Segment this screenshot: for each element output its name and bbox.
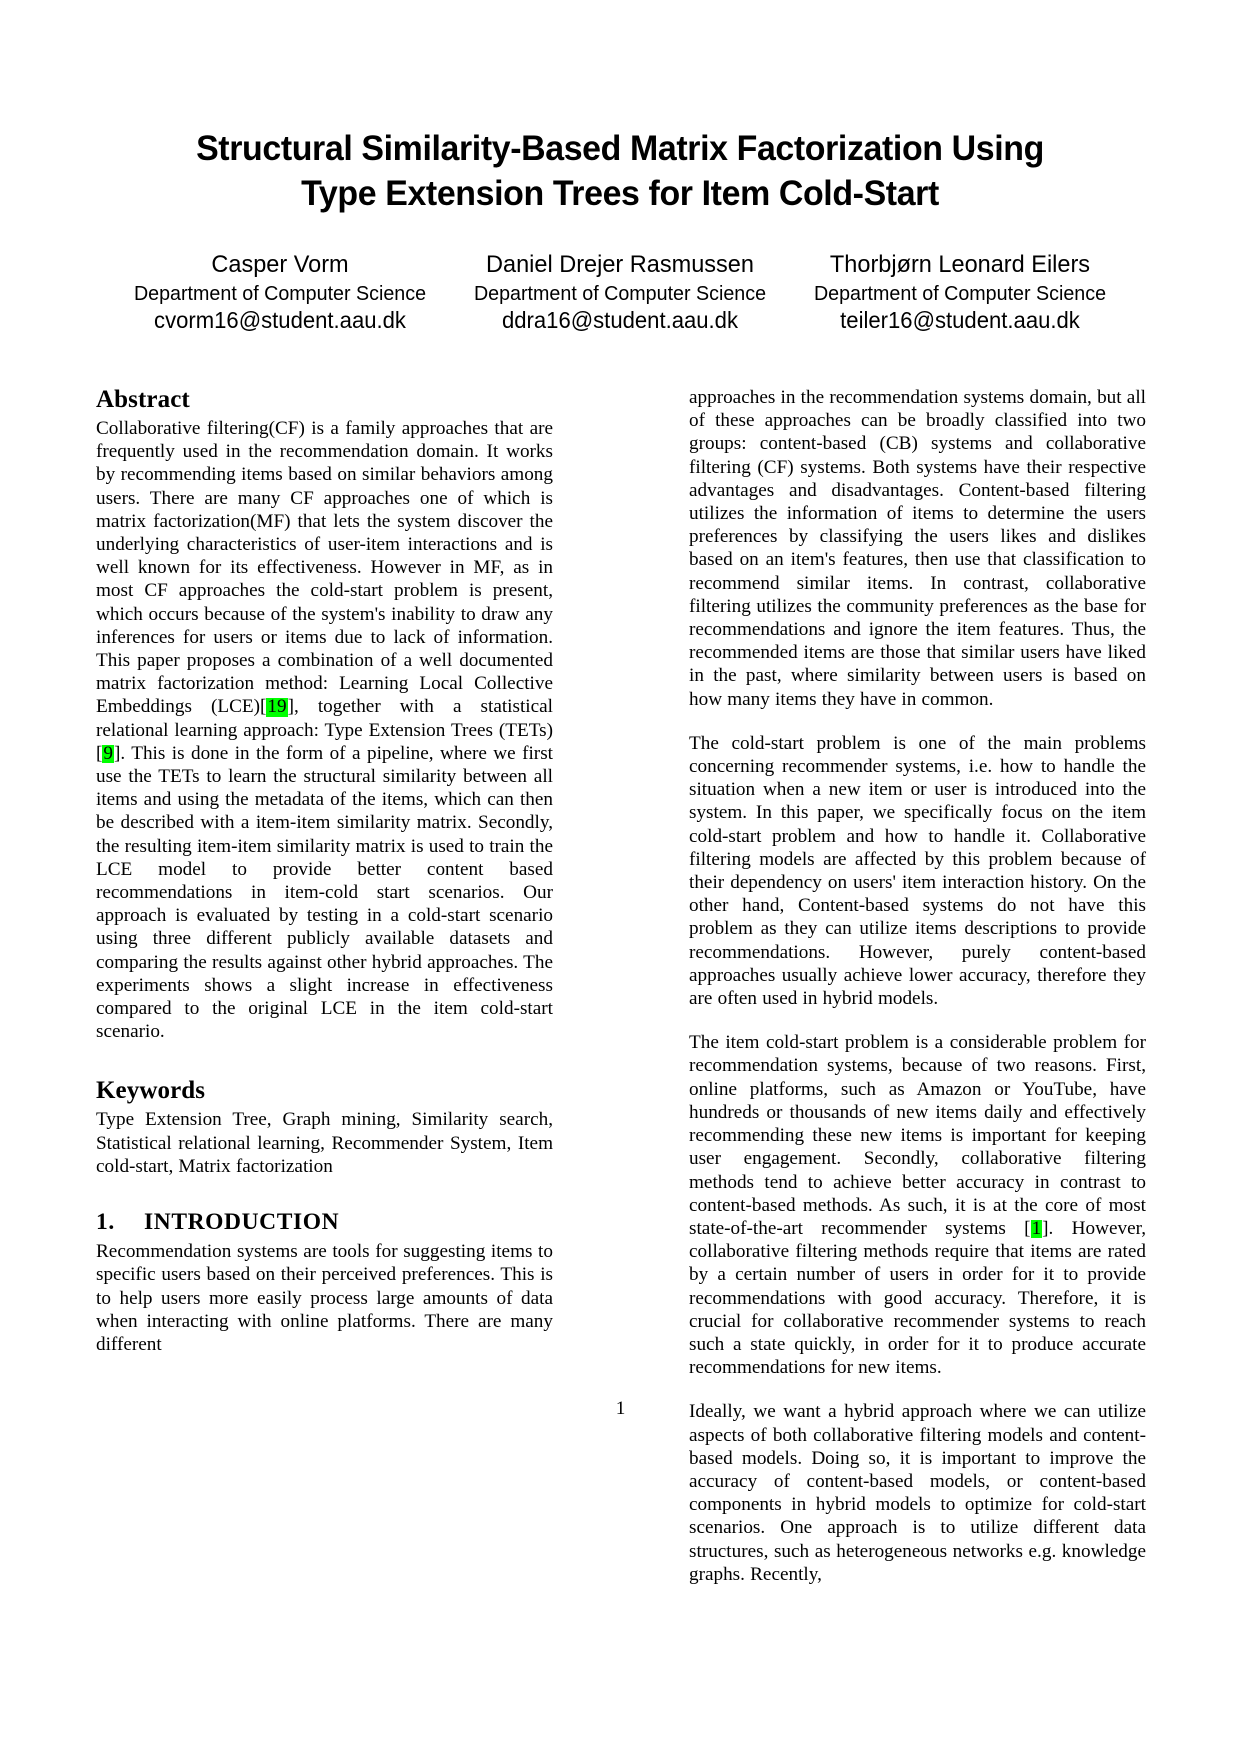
section-spacer [96,1043,553,1077]
author-affiliation: Department of Computer Science [133,282,427,305]
abstract-text-part-2: ], together with a statistical relational learning approach: Type Extension Trees (TETs)[ [96,696,553,764]
author-email[interactable]: ddra16@student.aau.dk [501,307,739,333]
section-number: 1. [96,1209,115,1236]
page-number: 1 [615,1398,626,1419]
author-entry-1 [126,250,433,335]
citation-link-1[interactable]: 1 [1031,1217,1042,1239]
keywords-heading: Keywords [96,1077,206,1105]
abstract-heading: Abstract [96,386,190,413]
intro-p3-text-part-1: The item cold-start problem is a considerable problem for recommendation systems, because of two reasons. First, online platforms, such as Amazon or YouTube, have hundreds or thousands of new items daily and effectively recommending these new items is important for keeping user engagement. Secondly, collaborative filtering methods tend to achieve better accuracy in contrast to content-based methods. As such, it is at the core of most state-of-the-art recommender systems [ [689,1032,1146,1239]
author-affiliation: Department of Computer Science [813,282,1107,305]
abstract-paragraph [96,417,553,1043]
author-entry-3 [806,250,1113,335]
abstract-text-part-3: ]. This is done in the form of a pipeline, where we first use the TETs to learn the structural similarity between all items and using the metadata of the items, which can then be described with a item-item similarity matrix. Secondly, the resulting item-item similarity matrix is used to train the LCE model to provide better content based recommendations in item-cold start scenarios. Our approach is evaluated by testing in a cold-start scenario using three different publicly available datasets and comparing the results against other hybrid approaches. The experiments shows a slight increase in effectiveness compared to the original LCE in the item cold-start scenario. [96,742,553,1043]
author-email[interactable]: cvorm16@student.aau.dk [154,307,406,333]
author-email[interactable]: teiler16@student.aau.dk [840,307,1080,333]
introduction-paragraph-4: Ideally, we want a hybrid approach where we can utilize aspects of both collaborative filtering models and content-based models. Doing so, it is important to improve the accuracy of content-based models, or content-based components in hybrid models to optimize for cold-start scenarios. One approach is to utilize different data structures, such as heterogeneous networks e.g. knowledge graphs. Recently, [689,1401,1146,1585]
introduction-paragraph-2: The cold-start problem is one of the main problems concerning recommender systems, i.e. how to handle the situation when a new item or user is introduced into the system. In this paper, we specifically focus on the item cold-start problem and how to handle it. Collaborative filtering models are affected by this problem because of their dependency on users' item interaction history. On the other hand, Content-based systems do not have this problem as they can utilize items descriptions to provide recommendations. However, purely content-based approaches usually achieve lower accuracy, therefore they are often used in hybrid models. [689,732,1146,1010]
title-block [120,126,1120,216]
page-title-line-1: Structural Similarity-Based Matrix Factorization Using [196,128,1044,168]
introduction-paragraph-1-continued: approaches in the recommendation systems domain, but all of these approaches can be broadly classified into two groups: content-based (CB) systems and collaborative filtering (CF) systems. Both systems have their respective advantages and disadvantages. Content-based filtering utilizes the information of items to determine the users preferences by classifying the users likes and dislikes based on an item's features, then use that classification to recommend similar items. In contrast, collaborative filtering utilizes the community preferences as the base for recommendations and ignore the item features. Thus, the recommended items are those that similar users have liked in the past, where similarity between users is based on how many items they have in common. [689,387,1146,710]
introduction-heading [96,1208,553,1236]
author-name: Daniel Drejer Rasmussen [486,251,754,278]
abstract-text-part-1: Collaborative filtering(CF) is a family approaches that are frequently used in the recommendation domain. It works by recommending items based on similar behaviors among users. There are many CF approaches one of which is matrix factorization(MF) that lets the system discover the underlying characteristics of user-item interactions and is well known for its effectiveness. However in MF, as in most CF approaches the cold-start problem is present, which occurs because of the system's inability to draw any inferences for users or items due to lack of information. This paper proposes a combination of a well documented matrix factorization method: Learning Local Collective Embeddings (LCE)[ [96,418,553,718]
citation-link-9[interactable]: 9 [103,742,113,764]
author-name: Casper Vorm [211,251,349,278]
keywords-paragraph: Type Extension Tree, Graph mining, Similarity search, Statistical relational learning, Recommender System, Item cold-start, Matrix factorization [96,1109,553,1177]
author-block [120,250,1120,335]
citation-link-19[interactable]: 19 [267,696,287,718]
author-affiliation: Department of Computer Science [473,282,767,305]
page-title-line-2: Type Extension Trees for Item Cold-Start [301,173,939,213]
introduction-paragraph-3 [689,1031,1146,1379]
author-name: Thorbjørn Leonard Eilers [829,251,1091,278]
introduction-paragraph-1: Recommendation systems are tools for suggesting items to specific users based on their perceived preferences. This is to help users more easily process large amounts of data when interacting with online platforms. There are many different [96,1241,553,1355]
intro-p3-text-part-2: ]. However, collaborative filtering methods require that items are rated by a certain number of users in order for it to provide recommendations with good accuracy. Therefore, it is crucial for collaborative recommender systems to reach such a state quickly, in order for it to produce accurate recommendations for new items. [689,1217,1147,1379]
author-entry-2 [466,250,773,335]
section-heading-text: INTRODUCTION [144,1209,340,1236]
